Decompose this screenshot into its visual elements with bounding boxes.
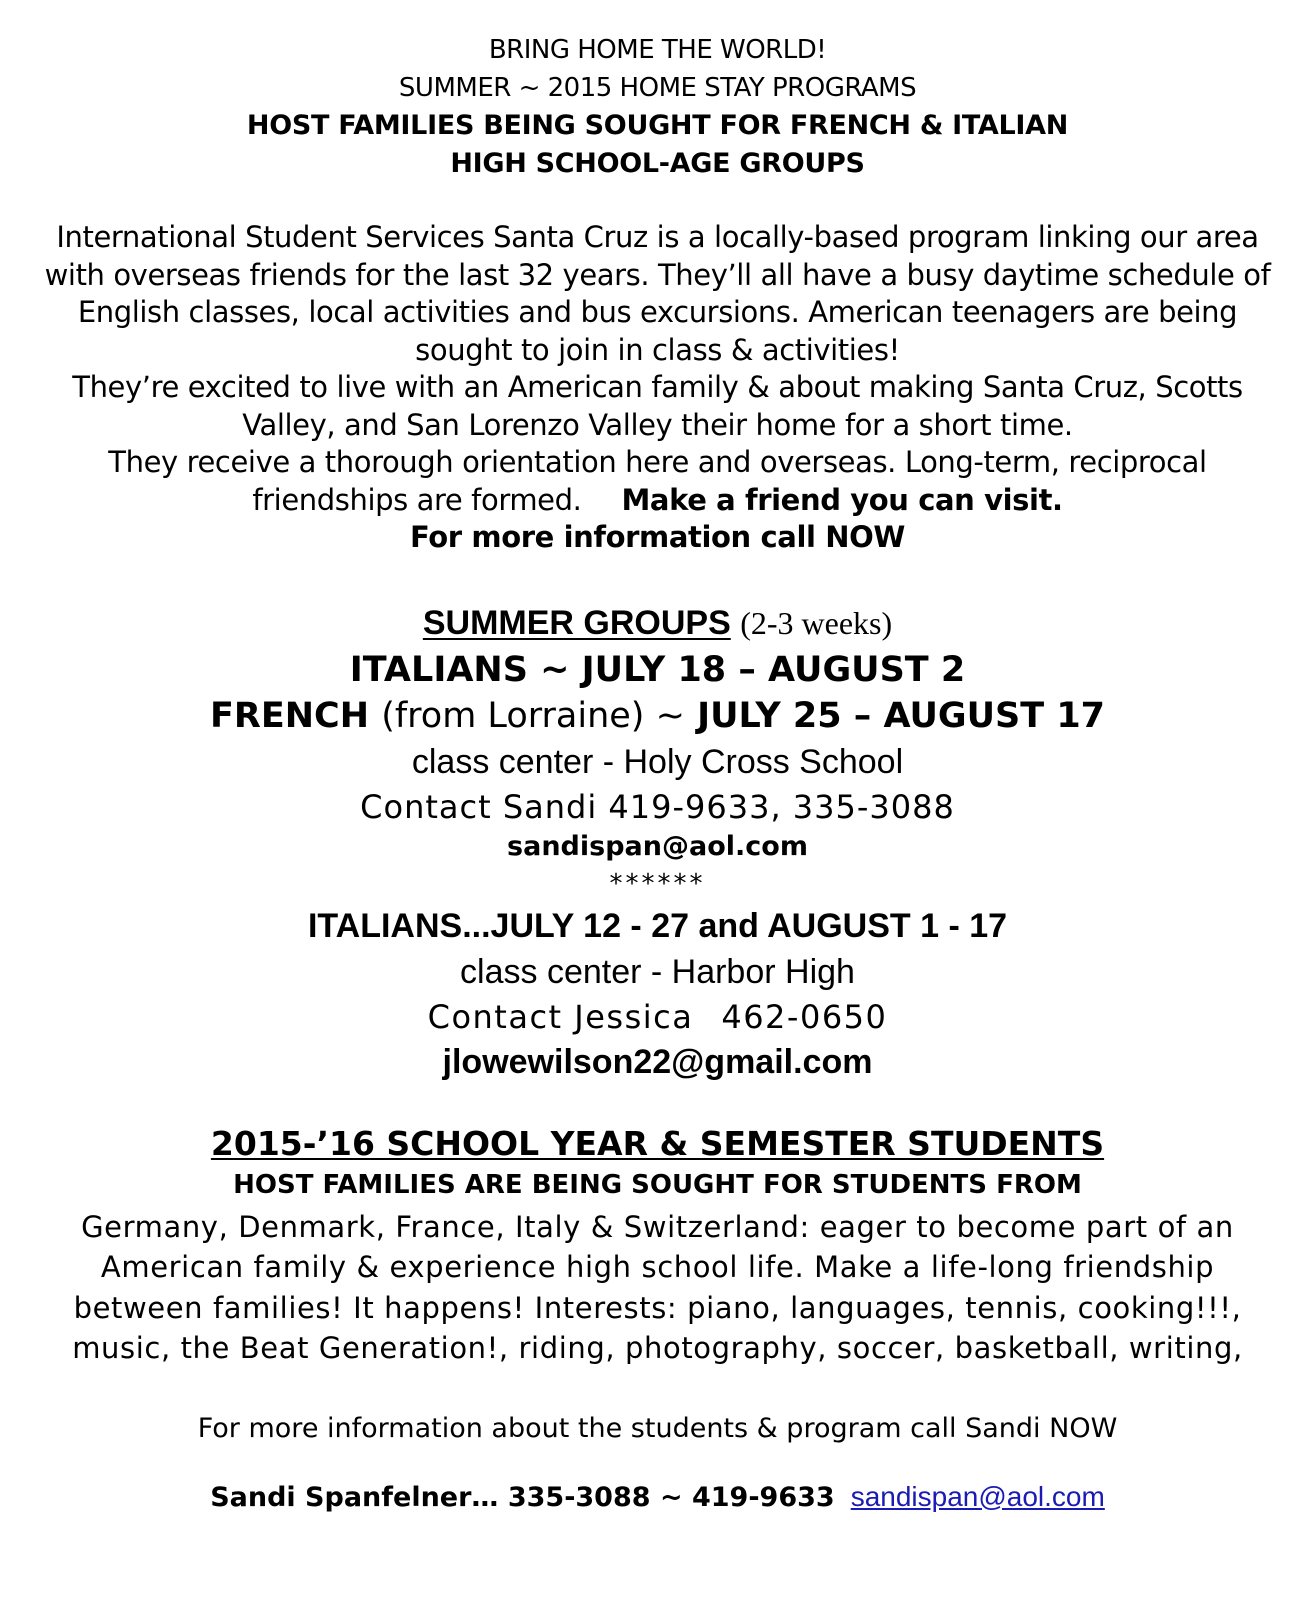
header-line-2: SUMMER ~ 2015 HOME STAY PROGRAMS: [398, 73, 917, 103]
header-line-4: HIGH SCHOOL-AGE GROUPS: [450, 148, 865, 179]
french-dates: [0, 693, 1315, 739]
intro-friendships-text: friendships are formed.: [252, 482, 582, 517]
french-origin: (from Lorraine) ~: [381, 695, 685, 736]
footer-email-link[interactable]: sandispan@aol.com: [850, 1480, 1105, 1512]
school-year-line: music, the Beat Generation!, riding, photography, soccer, basketball, writing,: [72, 1331, 1243, 1365]
school-year-line: American family & experience high school life. Make a life-long friendship: [100, 1250, 1215, 1284]
intro-line: sought to join in class & activities!: [415, 332, 900, 367]
summer-groups-section: [0, 599, 1315, 1085]
french-label: FRENCH: [209, 695, 370, 736]
intro-line: They receive a thorough orientation here and overseas. Long-term, reciprocal: [108, 445, 1207, 479]
french-date-range: JULY 25 – AUGUST 17: [697, 695, 1106, 736]
call-now-text: For more information call NOW: [410, 520, 905, 554]
more-info-text: For more information about the students & program call Sandi NOW: [197, 1412, 1118, 1444]
intro-line: They’re excited to live with an American family & about making Santa Cruz, Scotts: [72, 370, 1243, 404]
italians-dates-2: ITALIANS...JULY 12 - 27 and AUGUST 1 - 17: [307, 906, 1008, 945]
intro-line: with overseas friends for the last 32 years. They’ll all have a busy daytime schedule of: [44, 257, 1271, 292]
contact-jessica-phone: 462-0650: [721, 997, 888, 1036]
class-center-harbor-high: class center - Harbor High: [460, 952, 855, 991]
footer-name-phone: Sandi Spanfelner… 335-3088 ~ 419-9633: [210, 1481, 835, 1513]
make-a-friend-text: Make a friend you can visit.: [621, 482, 1063, 517]
summer-groups-title: [0, 599, 1315, 647]
school-year-subtitle: HOST FAMILIES ARE BEING SOUGHT FOR STUDENTS FROM: [233, 1169, 1082, 1200]
email-jessica: jlowewilson22@gmail.com: [442, 1042, 873, 1081]
intro-line: English classes, local activities and bus excursions. American teenagers are being: [77, 295, 1238, 329]
separator-stars: ******: [609, 868, 706, 899]
header-line-1: BRING HOME THE WORLD!: [488, 35, 827, 65]
contact-jessica-label: Contact Jessica: [427, 997, 694, 1036]
school-year-section: [0, 1121, 1315, 1369]
footer-contact: [0, 1477, 1315, 1518]
email-sandi: sandispan@aol.com: [507, 830, 808, 862]
summer-groups-duration: (2-3 weeks): [740, 604, 893, 641]
intro-line: Valley, and San Lorenzo Valley their home for a short time.: [242, 407, 1073, 442]
class-center-holy-cross: class center - Holy Cross School: [411, 742, 904, 781]
school-year-line: between families! It happens! Interests: piano, languages, tennis, cooking!!!,: [73, 1290, 1242, 1325]
flyer-header: [0, 31, 1315, 183]
contact-jessica: [0, 995, 1315, 1039]
intro-line: International Student Services Santa Cruz is a locally-based program linking our area: [56, 220, 1259, 254]
intro-line-8: [0, 482, 1315, 520]
school-year-title: 2015-’16 SCHOOL YEAR & SEMESTER STUDENTS: [210, 1123, 1105, 1163]
summer-groups-heading: SUMMER GROUPS: [422, 603, 731, 642]
header-line-3: HOST FAMILIES BEING SOUGHT FOR FRENCH & ITALIAN: [246, 110, 1069, 141]
school-year-line: Germany, Denmark, France, Italy & Switzerland: eager to become part of an: [81, 1209, 1234, 1244]
italians-dates-1: ITALIANS ~ JULY 18 – AUGUST 2: [349, 649, 966, 690]
school-year-body: [0, 1207, 1315, 1369]
contact-sandi: Contact Sandi 419-9633, 335-3088: [360, 787, 955, 826]
intro-paragraph: [0, 219, 1315, 557]
